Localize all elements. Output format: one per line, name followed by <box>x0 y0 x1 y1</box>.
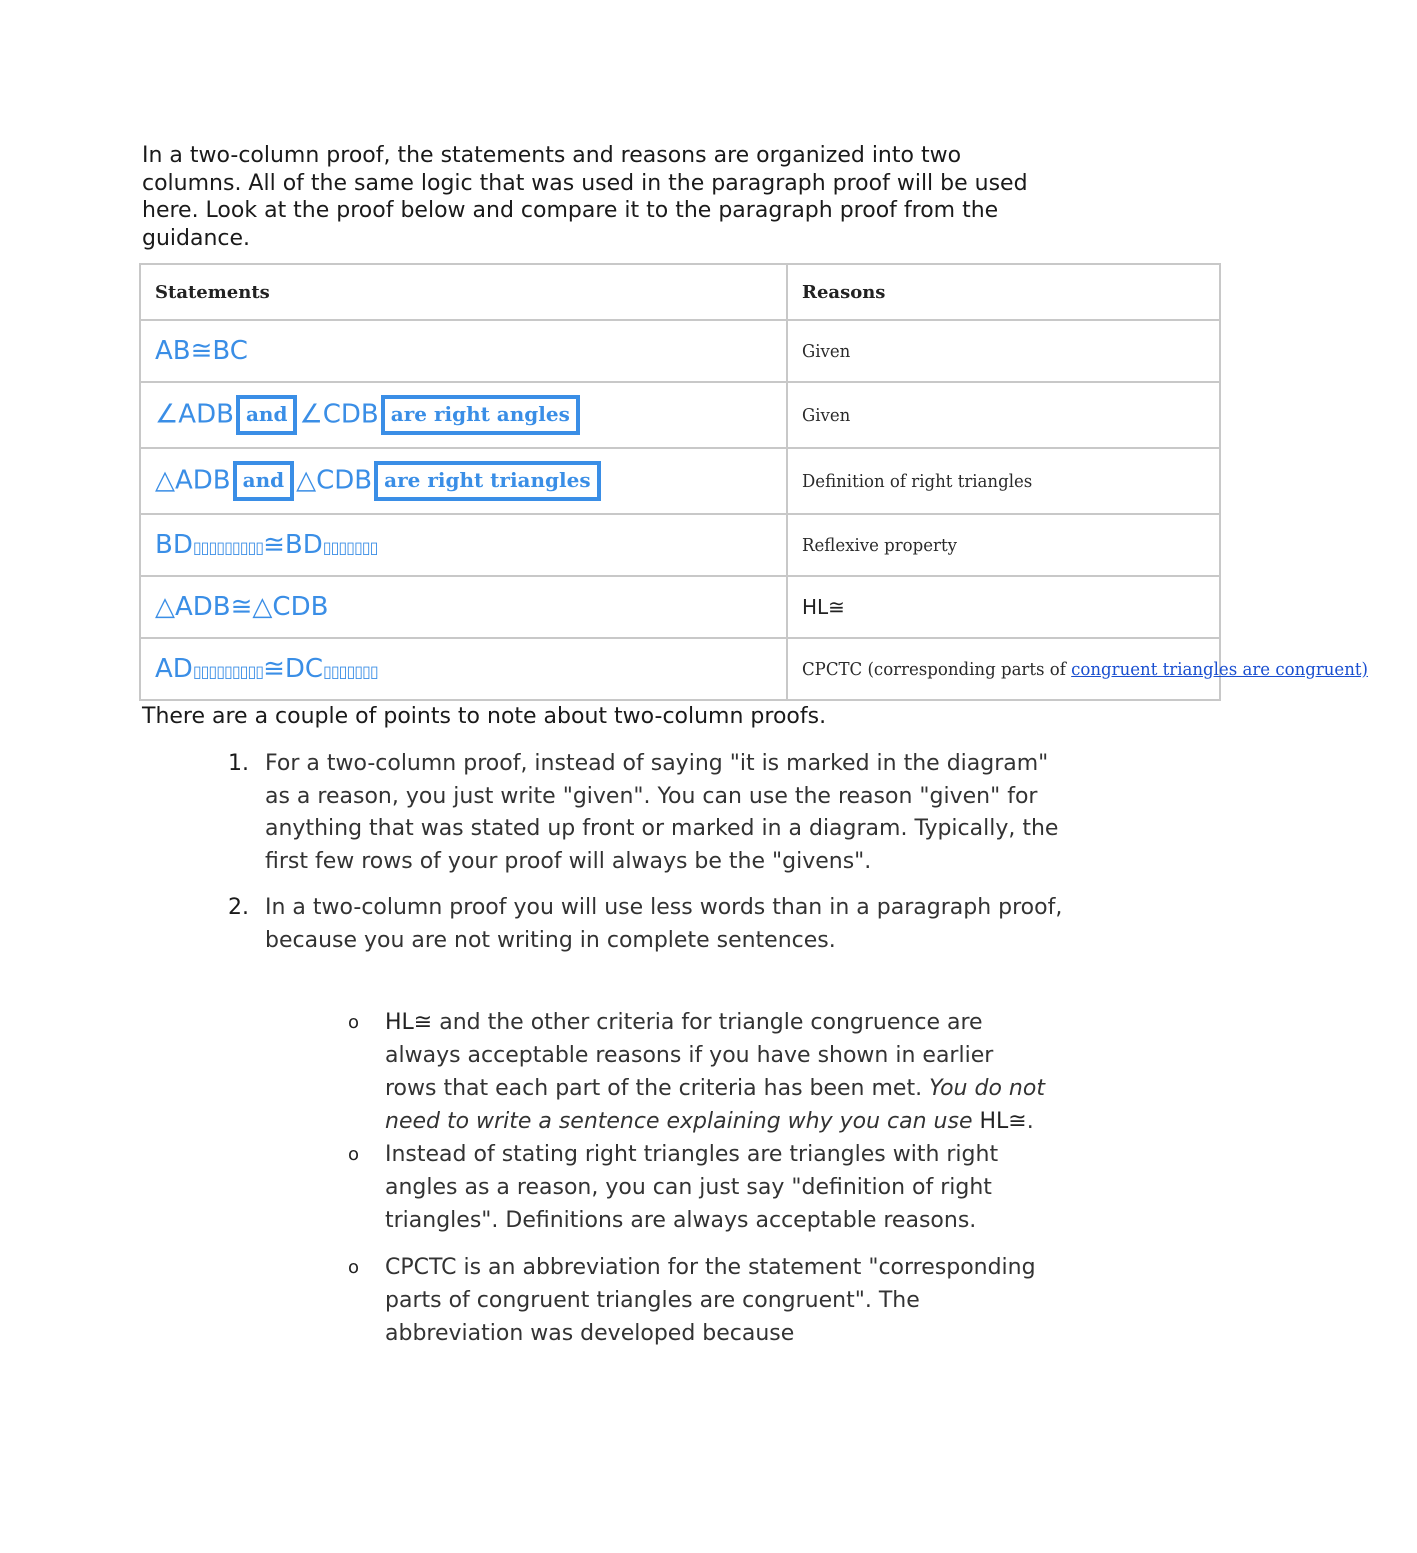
header-reasons: Reasons <box>787 264 1220 320</box>
sub-list-item <box>348 1251 1048 1350</box>
bullet-icon: o <box>348 1012 360 1033</box>
hl-symbol: HL≅ <box>385 1010 433 1035</box>
reason-text: Definition of right triangles <box>802 470 1033 492</box>
reason-cell <box>787 320 1220 382</box>
reason-cell <box>787 638 1369 700</box>
table-header-row <box>140 264 1220 320</box>
sub-item-text: Instead of stating right triangles are triangles with right angles as a reason, you can just say "definition of right triangles". Definitions are always acceptable reasons. <box>385 1142 999 1233</box>
statement-cell <box>140 514 787 576</box>
boxed-text: are right angles <box>381 395 580 435</box>
list-item-text: In a two-column proof you will use less words than in a paragraph proof, because you are not writing in complete sentences. <box>265 895 1063 953</box>
table-row <box>140 576 1220 638</box>
reason-text: Reflexive property <box>802 534 957 556</box>
statement-text: ≅BD <box>263 530 323 560</box>
proof-table <box>139 263 1369 701</box>
sub-item-text: and the other criteria for triangle congruence are always acceptable reasons if you have shown in earlier rows that each part of the criteria has been met. <box>385 1010 994 1101</box>
statement-text: ≅DC <box>263 654 324 684</box>
list-number: 1. <box>228 751 249 776</box>
statement-cell <box>140 448 787 514</box>
bullet-icon: o <box>348 1144 360 1165</box>
congruent-triangles-link[interactable]: congruent triangles are congruent) <box>1071 658 1369 680</box>
statement-text: AD <box>155 654 193 684</box>
table-row <box>140 514 1220 576</box>
statement-text: △ADB≅△CDB <box>155 592 329 622</box>
statement-text: △CDB <box>296 465 373 496</box>
statement-text: ∠CDB <box>299 399 379 430</box>
missing-glyphs: ▯▯▯▯▯▯▯ <box>322 538 378 557</box>
reason-text: Given <box>802 404 851 426</box>
boxed-text: and <box>236 395 297 435</box>
list-item-text: For a two-column proof, instead of saying "it is marked in the diagram" as a reason, you just write "given". You can use the reason "given" for anything that was stated up front or marked in a diagram. Typically, the first few rows of your proof will always be the "givens". <box>265 751 1059 874</box>
table-row <box>140 320 1220 382</box>
statement-cell <box>140 382 787 448</box>
bullet-icon: o <box>348 1257 360 1278</box>
intro-paragraph: In a two-column proof, the statements and reasons are organized into two columns. All of the same logic that was used in the paragraph proof will be used here. Look at the proof below and compare it to the paragraph proof from the guidance. <box>142 143 1028 251</box>
sub-item-text: CPCTC is an abbreviation for the statement "corresponding parts of congruent triangles are congruent". The abbreviation was developed because <box>385 1255 1036 1346</box>
list-item <box>228 748 1078 878</box>
reason-text: HL≅ <box>802 595 845 619</box>
boxed-text: and <box>233 461 294 501</box>
reason-cell <box>787 382 1220 448</box>
list-number: 2. <box>228 895 249 920</box>
statement-text: △ADB <box>155 465 231 496</box>
missing-glyphs: ▯▯▯▯▯▯▯ <box>323 662 378 681</box>
reason-prefix: CPCTC (corresponding parts of <box>802 658 1072 680</box>
sub-list-item <box>348 1006 1048 1138</box>
reason-text: Given <box>802 340 851 362</box>
reason-cell <box>787 576 1220 638</box>
statement-text: BD <box>155 530 193 560</box>
statement-cell <box>140 638 787 700</box>
header-statements: Statements <box>140 264 787 320</box>
boxed-text: are right triangles <box>374 461 600 501</box>
points-list <box>228 748 1078 957</box>
hl-symbol: HL≅ <box>979 1109 1027 1134</box>
statement-cell <box>140 320 787 382</box>
italic-text: You do not need to write a sentence explaining why you can use <box>385 1076 1045 1134</box>
reason-cell <box>787 448 1220 514</box>
reason-text <box>802 659 1368 680</box>
missing-glyphs: ▯▯▯▯▯▯▯▯▯ <box>192 538 264 557</box>
sub-item-end: . <box>1026 1109 1034 1134</box>
list-item <box>228 892 1078 957</box>
reason-cell <box>787 514 1220 576</box>
after-table-text: There are a couple of points to note about two-column proofs. <box>142 704 827 729</box>
statement-text: ∠ADB <box>155 399 234 430</box>
table-row <box>140 448 1220 514</box>
statement-cell <box>140 576 787 638</box>
missing-glyphs: ▯▯▯▯▯▯▯▯▯ <box>192 662 264 681</box>
sub-points-list <box>348 1006 1048 1350</box>
table-row <box>140 638 1220 700</box>
statement-text: AB≅BC <box>155 336 248 366</box>
table-row <box>140 382 1220 448</box>
sub-list-item <box>348 1138 1048 1237</box>
